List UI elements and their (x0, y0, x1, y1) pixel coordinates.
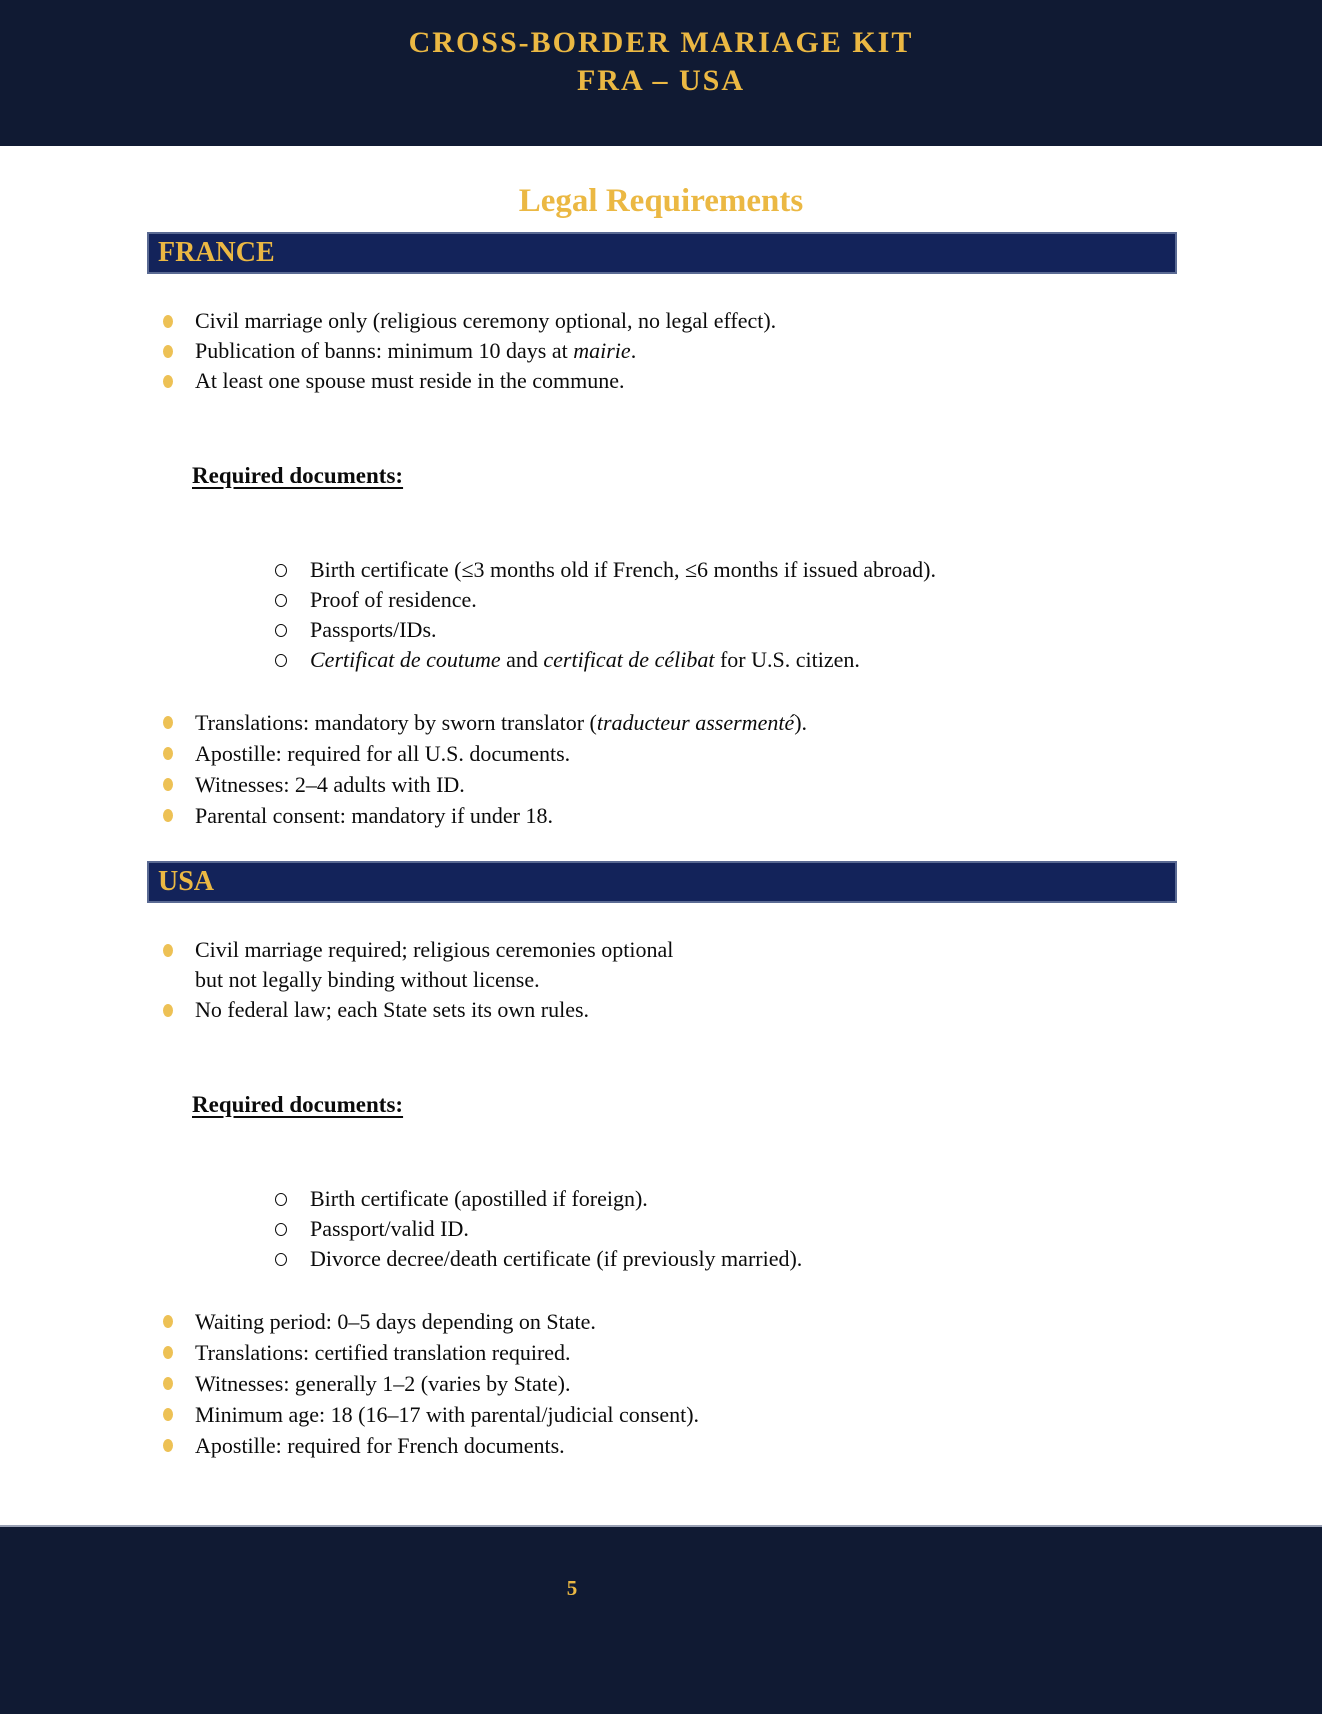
list-item: Passport/valid ID. (147, 1214, 1177, 1244)
list-item: Birth certificate (≤3 months old if French, ≤6 months if issued abroad). (147, 555, 1177, 585)
list-item: Proof of residence. (147, 585, 1177, 615)
list-item: Translations: certified translation required. (147, 1337, 1177, 1368)
document-title-line2: FRA – USA (576, 64, 745, 97)
list-item: Apostille: required for French documents. (147, 1430, 1177, 1461)
list-item: Apostille: required for all U.S. documents. (147, 738, 1177, 769)
list-item: At least one spouse must reside in the commune. (147, 366, 1177, 396)
list-item: Minimum age: 18 (16–17 with parental/judicial consent). (147, 1399, 1177, 1430)
france-required-documents-heading: Required documents: (192, 463, 404, 488)
list-item: Parental consent: mandatory if under 18. (147, 800, 1177, 831)
page-number: 5 (566, 1576, 578, 1600)
page-title: Legal Requirements (518, 183, 804, 219)
list-item: Witnesses: 2–4 adults with ID. (147, 769, 1177, 800)
usa-required-documents-list (147, 1184, 1177, 1274)
list-item: Publication of banns: minimum 10 days at mairie. (147, 336, 1177, 366)
document-footer-band (0, 1525, 1322, 1714)
document-title-line1: CROSS-BORDER MARIAGE KIT (408, 26, 914, 59)
france-outro-bullet-list (147, 707, 1177, 831)
section-label: USA (158, 866, 215, 897)
usa-intro-bullet-list (147, 935, 1177, 1025)
france-required-documents-list (147, 555, 1177, 675)
section-label: FRANCE (158, 237, 275, 268)
list-item: No federal law; each State sets its own rules. (147, 995, 1177, 1025)
list-item: Passports/IDs. (147, 615, 1177, 645)
list-item: Divorce decree/death certificate (if previously married). (147, 1244, 1177, 1274)
list-item: Translations: mandatory by sworn translator (traducteur assermenté). (147, 707, 1177, 738)
page-content (147, 232, 1177, 1461)
france-intro-bullet-list (147, 306, 1177, 396)
list-item: Certificat de coutume and certificat de célibat for U.S. citizen. (147, 645, 1177, 675)
list-item: Waiting period: 0–5 days depending on State. (147, 1306, 1177, 1337)
list-item: Witnesses: generally 1–2 (varies by State). (147, 1368, 1177, 1399)
document-header-band (0, 0, 1322, 146)
usa-required-documents-heading: Required documents: (192, 1092, 404, 1117)
section-header-usa (147, 861, 1177, 903)
list-item: Civil marriage required; religious ceremonies optional but not legally binding without license. (147, 935, 1177, 995)
list-item: Birth certificate (apostilled if foreign). (147, 1184, 1177, 1214)
usa-outro-bullet-list (147, 1306, 1177, 1461)
section-header-france (147, 232, 1177, 274)
list-item: Civil marriage only (religious ceremony optional, no legal effect). (147, 306, 1177, 336)
